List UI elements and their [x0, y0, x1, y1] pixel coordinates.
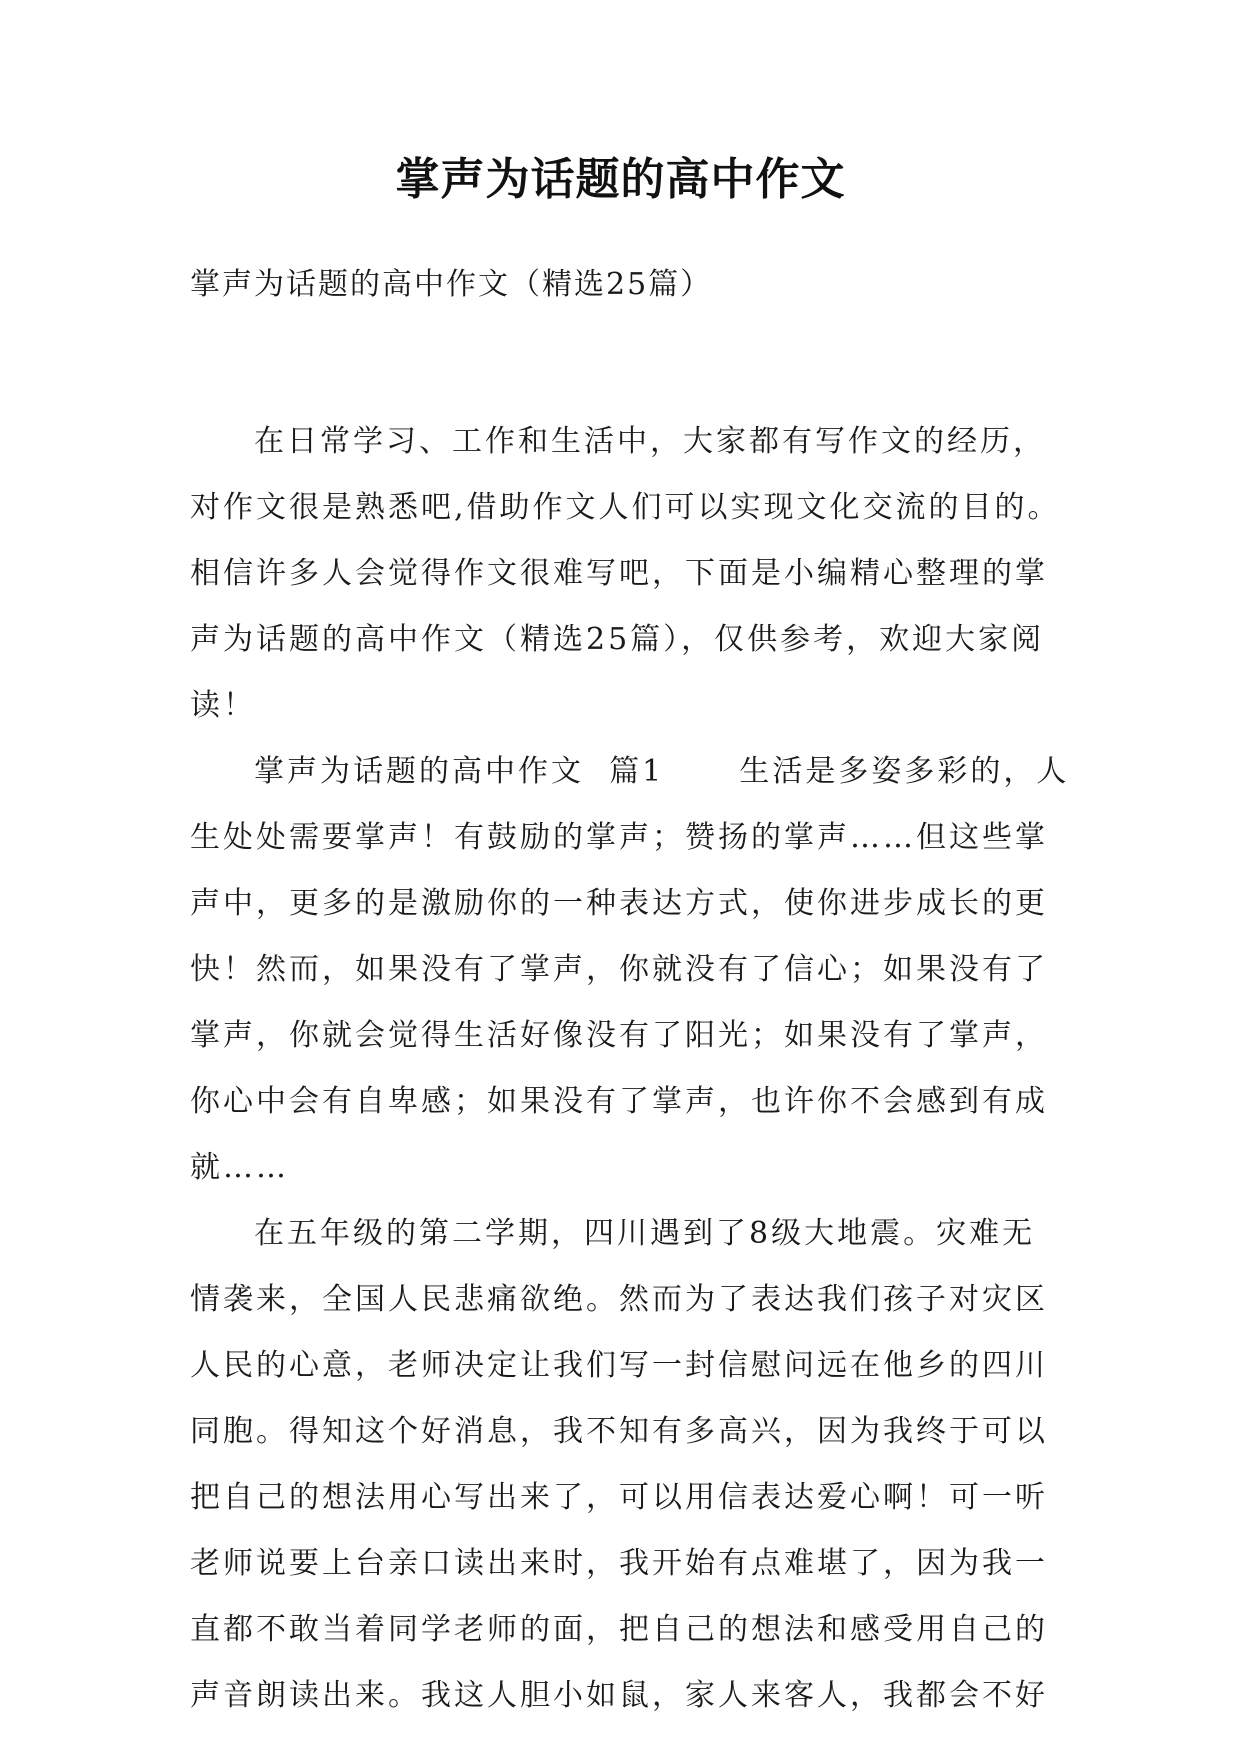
text-line: 相信许多人会觉得作文很难写吧，下面是小编精心整理的掌 — [190, 556, 1048, 591]
text-line: 声中，更多的是激励你的一种表达方式，使你进步成长的更 — [190, 886, 1048, 921]
text-line: 对作文很是熟悉吧,借助作文人们可以实现文化交流的目的。 — [190, 490, 1061, 525]
text-line: 老师说要上台亲口读出来时，我开始有点难堪了，因为我一 — [190, 1546, 1048, 1581]
document-subtitle: 掌声为话题的高中作文（精选25篇） — [190, 267, 713, 302]
text-line: 把自己的想法用心写出来了，可以用信表达爱心啊！可一听 — [190, 1480, 1048, 1515]
text-line: 情袭来，全国人民悲痛欲绝。然而为了表达我们孩子对灾区 — [190, 1282, 1048, 1317]
paragraph-intro — [190, 409, 1060, 739]
text-line: 生处处需要掌声！有鼓励的掌声；赞扬的掌声……但这些掌 — [190, 820, 1048, 855]
text-line: 你心中会有自卑感；如果没有了掌声，也许你不会感到有成 — [190, 1084, 1048, 1119]
document-title: 掌声为话题的高中作文 — [395, 154, 846, 205]
text-line: 就…… — [190, 1150, 289, 1185]
text-line: 读！ — [190, 688, 256, 723]
paragraph-essay-1 — [190, 739, 1070, 1201]
text-line: 人民的心意，老师决定让我们写一封信慰问远在他乡的四川 — [190, 1348, 1048, 1383]
text-line: 声为话题的高中作文（精选25篇），仅供参考，欢迎大家阅 — [190, 622, 1045, 657]
text-line: 直都不敢当着同学老师的面，把自己的想法和感受用自己的 — [190, 1612, 1048, 1647]
paragraph-essay-1-continued — [190, 1201, 1060, 1729]
document-body — [190, 409, 1070, 1729]
text-line: 掌声，你就会觉得生活好像没有了阳光；如果没有了掌声， — [190, 1018, 1048, 1053]
text-line: 在日常学习、工作和生活中，大家都有写作文的经历， — [254, 424, 1046, 459]
text-line: 掌声为话题的高中作文 篇1 生活是多姿多彩的，人 — [254, 754, 1070, 789]
text-line: 在五年级的第二学期，四川遇到了8级大地震。灾难无 — [254, 1216, 1036, 1251]
text-line: 同胞。得知这个好消息，我不知有多高兴，因为我终于可以 — [190, 1414, 1048, 1449]
text-line: 快！然而，如果没有了掌声，你就没有了信心；如果没有了 — [190, 952, 1048, 987]
text-line: 声音朗读出来。我这人胆小如鼠，家人来客人，我都会不好 — [190, 1678, 1048, 1713]
